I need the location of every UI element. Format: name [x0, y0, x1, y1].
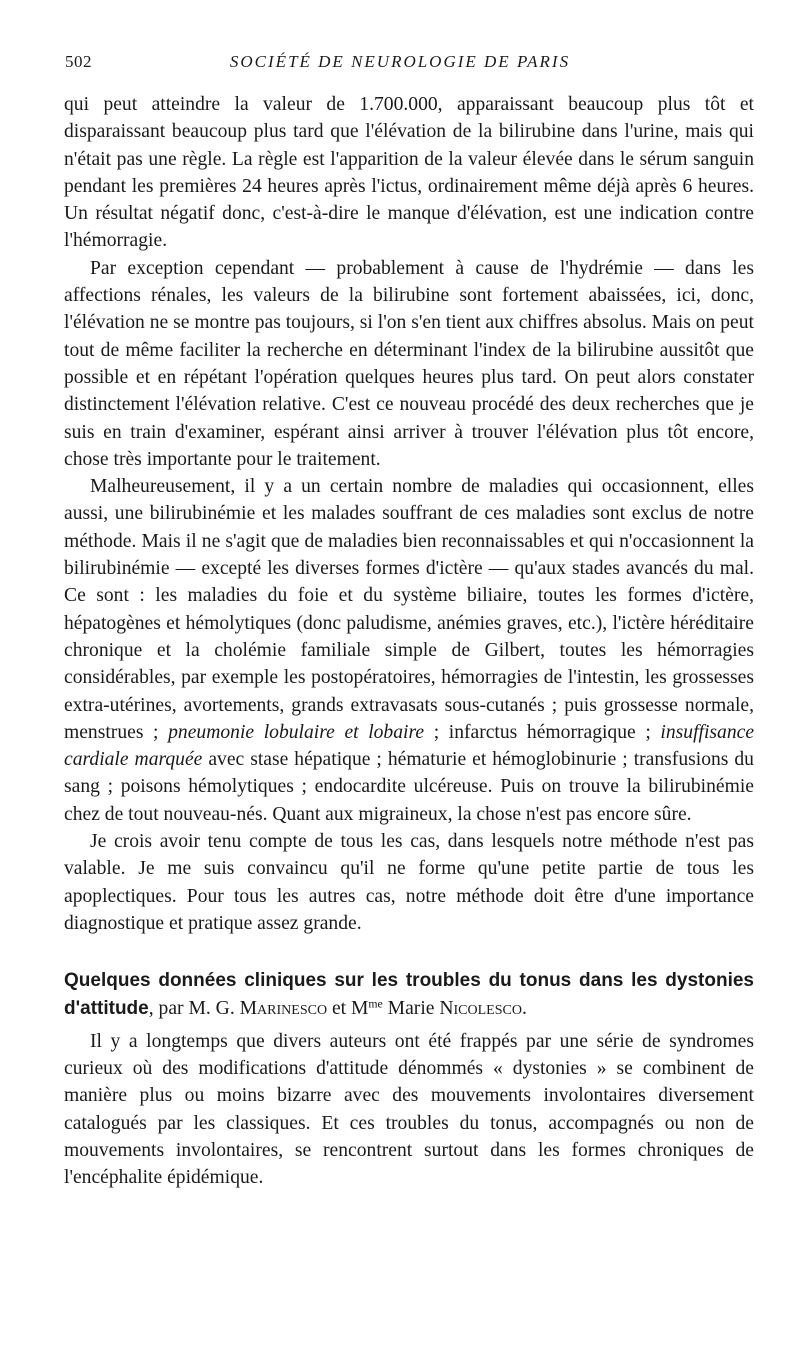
italic-term: insuffisance cardiale marquée — [64, 721, 755, 771]
paragraph: Il y a longtemps que divers auteurs ont été frappés par une série de syndromes curieux où des modifications d'attitude dénommés « dystonies » se combinent de manière plus ou moins bizarre avec des mouvements involontaires diversement catalogués par les classiques. Et ces troubles du tonus, accompagnés ou non de mouvements involontaires, se rencontrent surtout dans les formes chroniques de l'encéphalite épidémique. — [64, 1030, 754, 1189]
paragraph-segment: ; infarctus hémorragique ; — [424, 721, 661, 743]
paragraph-segment: avec stase hépatique ; hématurie et hémoglobinurie ; transfusions du sang ; poisons hémolytiques ; endocardite ulcéreuse. Puis on trouve la bilirubinémie chez de tout nouveau-nés. Quant aux migraineux, la chose n'est pas encore sûre. — [64, 749, 754, 825]
paragraph: Par exception cependant — probablement à cause de l'hydrémie — dans les affections rénales, les valeurs de la bilirubine sont fortement abaissées, ici, donc, l'élévation ne se montre pas toujours, si l'on s'en tient aux chiffres absolus. Mais on peut tout de même faciliter la recherche en déterminant l'index de la bilirubine aussitôt que possible et en répétant l'opération quelques heures plus tard. On peut alors constater distinctement l'élévation relative. C'est ce nouveau procédé des deux recherches que je suis en train d'examiner, espérant ainsi arriver à trouver l'élévation plus tôt encore, chose très importante pour le traitement. — [64, 257, 754, 470]
byline-text: et M — [327, 997, 369, 1019]
body-text — [64, 91, 754, 1192]
byline-superscript: me — [368, 997, 383, 1011]
author-name: Nicolesco — [439, 997, 522, 1019]
byline-text: , par M. G. — [148, 997, 240, 1019]
byline-text: . — [521, 997, 527, 1019]
italic-term: pneumonie lobulaire et lobaire — [168, 721, 425, 743]
journal-title: SOCIÉTÉ DE NEUROLOGIE DE PARIS — [229, 52, 571, 71]
paragraph-disease-list — [64, 473, 754, 828]
running-head — [55, 52, 745, 76]
page-number: 502 — [65, 52, 92, 71]
paragraph-continued: qui peut atteindre la valeur de 1.700.000, apparaissant beaucoup plus tôt et disparaissant beaucoup plus tard que l'élévation de la bilirubine dans l'urine, mais qui n'était pas une règle. La règle est l'apparition de la valeur élevée dans le sérum sanguin pendant les premières 24 heures après l'ictus, ordinairement même déjà après 6 heures. Un résultat négatif donc, c'est-à-dire le manque d'élévation, est une indication contre l'hémorragie. — [64, 94, 754, 252]
paragraph-segment: Malheureusement, il y a un certain nombre de maladies qui occasionnent, elles aussi, une bilirubinémie et les malades souffrant de ces maladies sont exclus de notre méthode. Mais il ne s'agit que de maladies bien reconnaissables et qui n'occasionnent la bilirubinémie — excepté les diverses formes d'ictère — qu'aux stades avancés du mal. Ce sont : les maladies du foie et du système biliaire, toutes les formes d'ictère, hépatogènes et hémolytiques (donc paludisme, anémies graves, etc.), l'ictère héréditaire chronique et la cholémie familiale simple de Gilbert, toutes les hémorragies considérables, par exemple les postopératoires, hémorragies de l'intestin, les grossesses extra-utérines, avortements, grands extravasats sous-cutanés ; puis grossesse normale, menstrues ; — [64, 476, 754, 743]
author-name: Marinesco — [239, 997, 328, 1019]
section-heading — [64, 967, 754, 1022]
paragraph: Je crois avoir tenu compte de tous les cas, dans lesquels notre méthode n'est pas valable. Je me suis convaincu qu'il ne forme qu'une petite partie de tous les apoplectiques. Pour tous les autres cas, notre méthode doit être d'une importance diagnostique et pratique assez grande. — [64, 831, 754, 934]
byline-text: Marie — [382, 997, 440, 1019]
section-title: Quelques données cliniques sur les troubles du tonus dans les dystonies d'attitude — [64, 970, 754, 1019]
